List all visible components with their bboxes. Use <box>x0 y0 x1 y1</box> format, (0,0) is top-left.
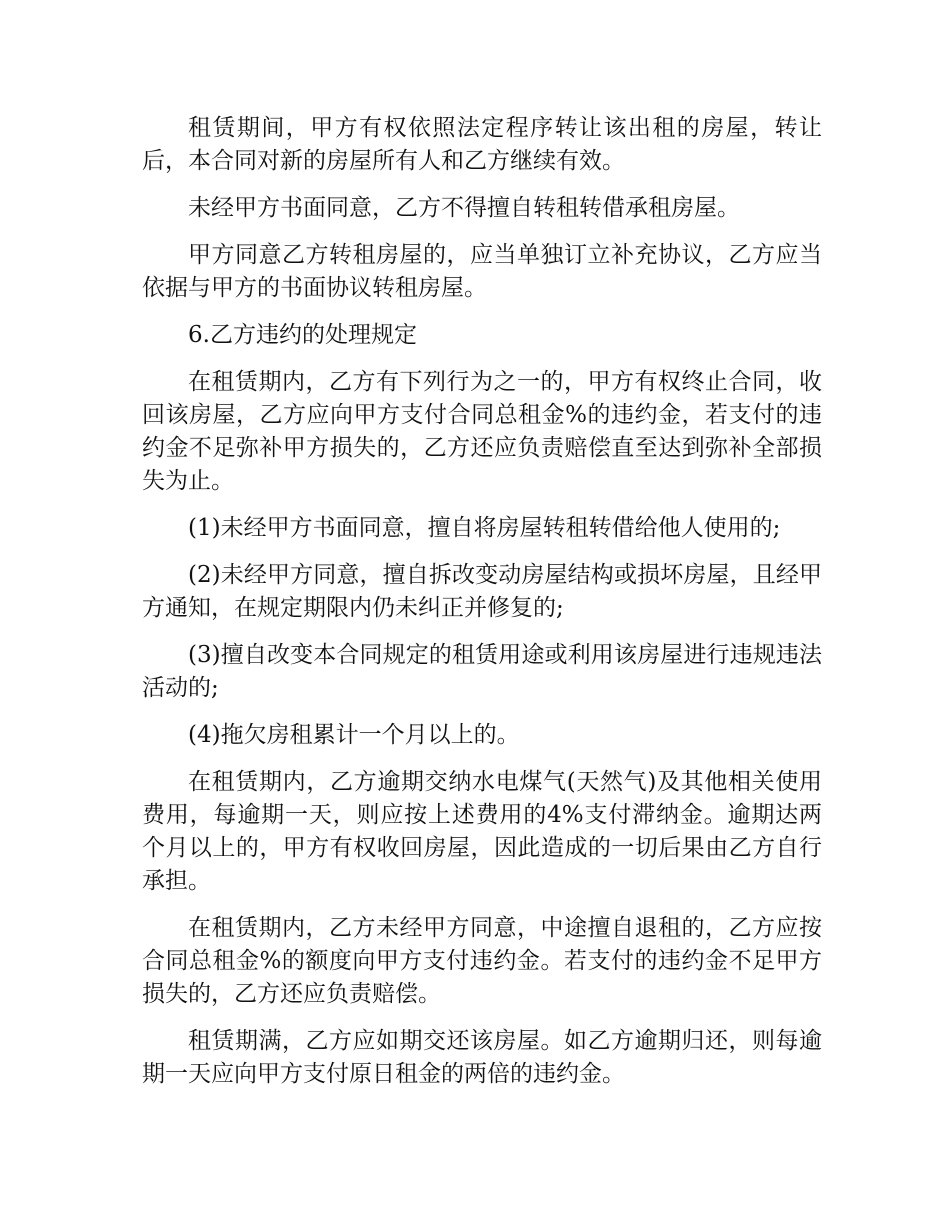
paragraph-no-sublet: 未经甲方书面同意，乙方不得擅自转租转借承租房屋。 <box>188 195 740 221</box>
list-item-2: (2)未经甲方同意，擅自拆改变动房屋结构或损坏房屋，且经甲方通知，在规定期限内仍未纠正并修复的; <box>142 562 822 621</box>
list-item-1: (1)未经甲方书面同意，擅自将房屋转租转借给他人使用的; <box>188 515 781 541</box>
section-heading-breach: 6.乙方违约的处理规定 <box>188 322 417 348</box>
paragraph-termination: 在租赁期内，乙方有下列行为之一的，甲方有权终止合同，收回该房屋，乙方应向甲方支付合同总租金%的违约金，若支付的违约金不足弥补甲方损失的，乙方还应负责赔偿直至达到弥补全部损失为止。 <box>142 369 822 494</box>
document-body <box>142 112 822 1105</box>
paragraph-overdue-return: 租赁期满，乙方应如期交还该房屋。如乙方逾期归还，则每逾期一天应向甲方支付原日租金的两倍的违约金。 <box>142 1028 822 1087</box>
paragraph-transfer-rights: 租赁期间，甲方有权依照法定程序转让该出租的房屋，转让后，本合同对新的房屋所有人和乙方继续有效。 <box>142 115 822 174</box>
paragraph-early-termination: 在租赁期内，乙方未经甲方同意，中途擅自退租的，乙方应按合同总租金%的额度向甲方支付违约金。若支付的违约金不足甲方损失的，乙方还应负责赔偿。 <box>142 915 822 1007</box>
list-item-4: (4)拖欠房租累计一个月以上的。 <box>188 722 520 748</box>
paragraph-late-fees: 在租赁期内，乙方逾期交纳水电煤气(天然气)及其他相关使用费用，每逾期一天，则应按上述费用的4%支付滞纳金。逾期达两个月以上的，甲方有权收回房屋，因此造成的一切后果由乙方自行承担。 <box>142 769 822 894</box>
paragraph-sublet-agreement: 甲方同意乙方转租房屋的，应当单独订立补充协议，乙方应当依据与甲方的书面协议转租房屋。 <box>142 242 822 301</box>
list-item-3: (3)擅自改变本合同规定的租赁用途或利用该房屋进行违规违法活动的; <box>142 642 822 701</box>
